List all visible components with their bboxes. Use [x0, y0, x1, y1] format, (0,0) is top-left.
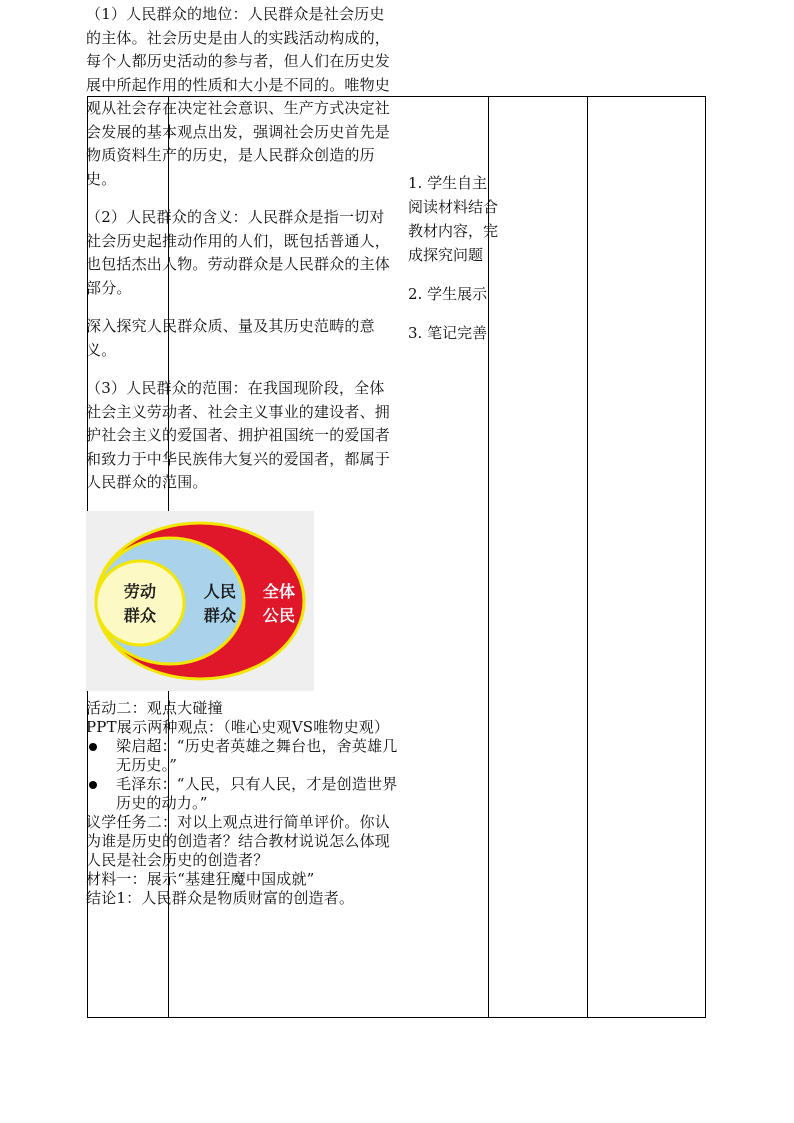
- student-activity-column: [408, 171, 498, 345]
- student-item-3: 3. 笔记完善: [408, 324, 488, 342]
- inner-label-1: 劳动: [123, 581, 157, 601]
- paragraph-scope: （3）人民群众的范围：在我国现阶段，全体社会主义劳动者、社会主义事业的建设者、拥护社会主义的爱国者、拥护祖国统一的爱国者和致力于中华民族伟大复兴的爱国者，都属于人民群众的范围。: [86, 379, 391, 491]
- bullet-mao-zedong: [86, 775, 398, 813]
- bullet-text: 毛泽东：“人民，只有人民，才是创造世界历史的动力。”: [116, 774, 398, 812]
- conclusion-one: 结论1：人民群众是物质财富的创造者。: [86, 888, 355, 907]
- activity-title: 活动二：观点大碰撞: [86, 698, 223, 717]
- outer-label-1: 全体: [262, 581, 296, 601]
- teacher-activity-column: [86, 3, 398, 908]
- middle-label-2: 群众: [203, 605, 237, 625]
- material-one: 材料一：展示“基建狂魔中国成就”: [86, 869, 315, 888]
- discussion-task: 议学任务二：对以上观点进行简单评价。你认为谁是历史的创造者？结合教材说说怎么体现人民是社会历史的创造者？: [86, 812, 391, 869]
- activity-two: [86, 699, 398, 908]
- inner-label-2: 群众: [123, 605, 157, 625]
- column-divider: [587, 97, 588, 1017]
- paragraph-explore: 深入探究人民群众质、量及其历史范畴的意义。: [86, 317, 375, 359]
- bullet-icon: [89, 743, 97, 751]
- nested-circles-diagram: [86, 511, 314, 691]
- ppt-viewpoints: PPT展示两种观点：（唯心史观VS唯物史观）: [86, 717, 390, 736]
- bullet-icon: [89, 781, 97, 789]
- student-item-2: 2. 学生展示: [408, 285, 488, 303]
- people-scope-diagram: [86, 511, 314, 691]
- inner-circle: [96, 561, 184, 645]
- outer-label-2: 公民: [262, 605, 296, 625]
- bullet-text: 梁启超：“历史者英雄之舞台也，舍英雄几无历史。”: [116, 736, 398, 774]
- middle-label-1: 人民: [203, 581, 237, 601]
- paragraph-meaning: （2）人民群众的含义：人民群众是指一切对社会历史起推动作用的人们，既包括普通人，也包括杰出人物。劳动群众是人民群众的主体部分。: [86, 208, 391, 297]
- student-item-1: 1. 学生自主阅读材料结合教材内容，完成探究问题: [408, 174, 499, 264]
- paragraph-status: （1）人民群众的地位：人民群众是社会历史的主体。社会历史是由人的实践活动构成的，每个人都历史活动的参与者，但人们在历史发展中所起作用的性质和大小是不同的。唯物史观从社会存在决定社会意识、生产方式决定社会发展的基本观点出发，强调社会历史首先是物质资料生产的历史，是人民群众创造的历史。: [86, 5, 391, 188]
- bullet-liang-qichao: [86, 737, 398, 775]
